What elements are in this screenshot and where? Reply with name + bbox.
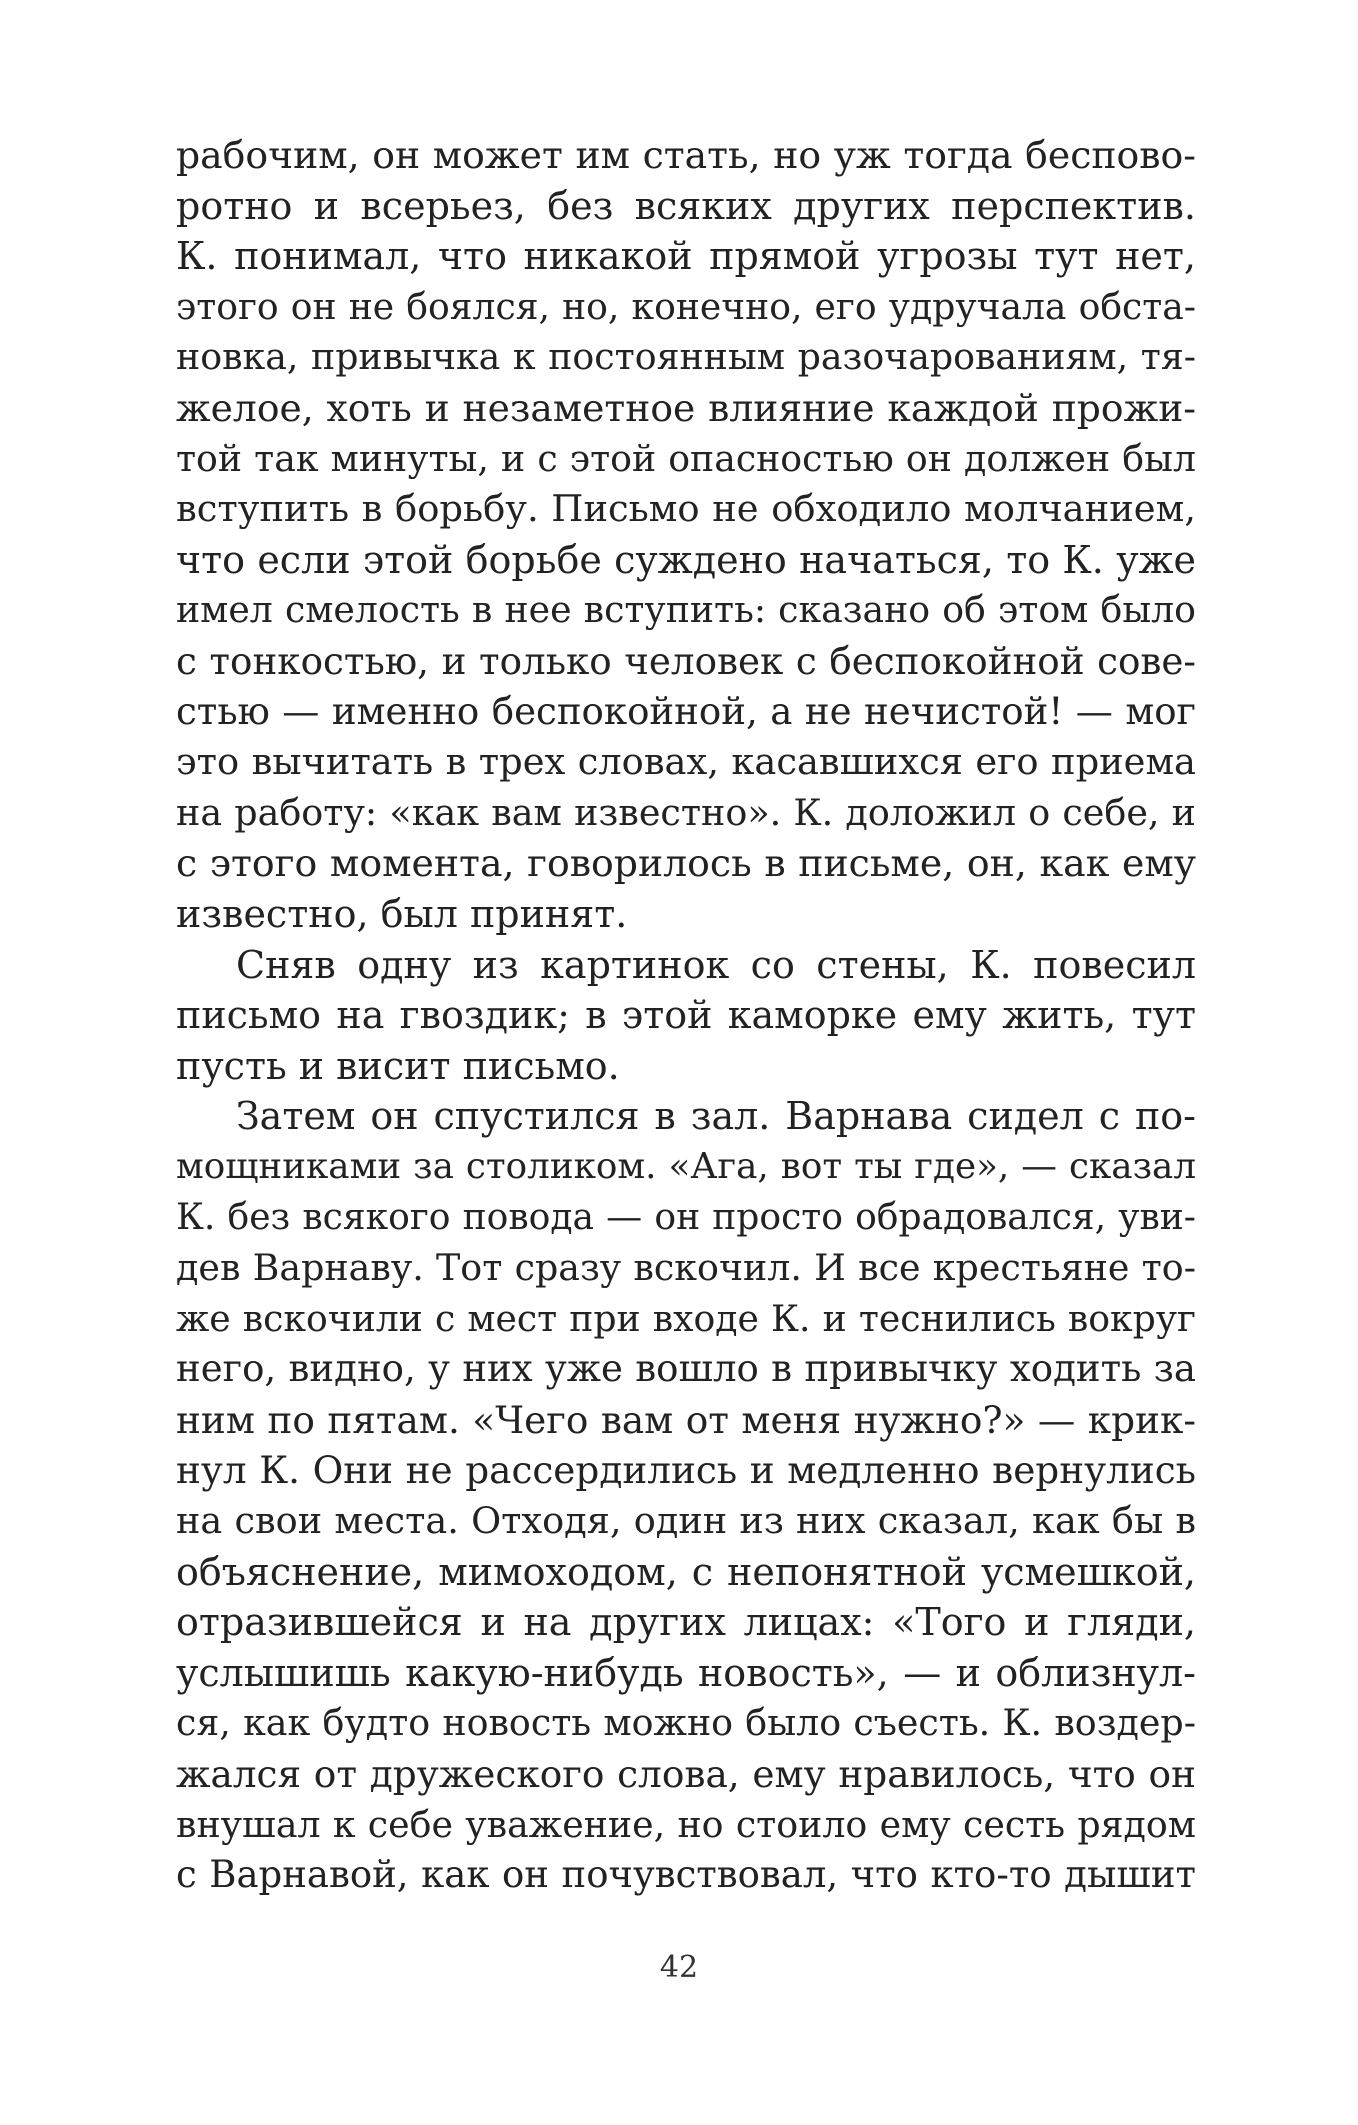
text-line: известно, был принят. [176,891,628,936]
text-line: той так минуты, и с этой опасностью он должен был [176,436,1196,480]
text-line: объяснение, мимоходом, с непонятной усмешкой, [176,1549,1196,1594]
text-line: него, видно, у них уже вошло в привычку ходить за [176,1347,1196,1391]
text-line: ся, как будто новость можно было съесть. К. воздер- [176,1701,1196,1745]
text-line: рабочим, он может им стать, но уж тогда беспово- [176,133,1196,177]
text-line: это вычитать в трех словах, касавшихся его приема [176,740,1196,784]
text-line: что если этой борьбе суждено начаться, то К. уже [176,537,1196,582]
text-line: пусть и висит письмо. [176,1043,620,1088]
text-line: же вскочили с мест при входе К. и теснились вокруг [176,1296,1196,1340]
text-line: желое, хоть и незаметное влияние каждой прожи- [176,385,1196,430]
text-line: на свои места. Отходя, один из них сказал, как бы в [176,1499,1196,1543]
text-line: с тонкостью, и только человек с беспокойной сове- [176,638,1196,683]
text-line: дев Варнаву. Тот сразу вскочил. И все крестьяне то- [176,1246,1196,1290]
text-line: внушал к себе уважение, но стоило ему сесть рядом [176,1802,1196,1846]
text-line: вступить в борьбу. Письмо не обходило молчанием, [176,487,1196,531]
text-line: ним по пятам. «Чего вам от меня нужно?» — крик- [176,1397,1196,1442]
page-number: 42 [659,1950,699,1985]
text-line: имел смелость в нее вступить: сказано об этом было [176,588,1196,632]
text-line: этого он не боялся, но, конечно, его удручала обста- [176,284,1196,328]
text-line: мощниками за столиком. «Ага, вот ты где», — сказал [176,1145,1196,1187]
text-line: услышишь какую-нибудь новость», — и облизнул- [176,1650,1196,1695]
text-line: ротно и всерьез, без всяких других перспектив. [176,183,1196,228]
text-line: стью — именно беспокойной, а не нечистой! — мог [176,689,1196,733]
text-line: К. без всякого повода — он просто обрадовался, уви- [176,1196,1196,1239]
text-line: новка, привычка к постоянным разочарованиям, тя- [176,335,1196,379]
text-line: Сняв одну из картинок со стены, К. повесил [236,942,1196,987]
text-line: жался от дружеского слова, ему нравилось, что он [176,1752,1196,1796]
text-line: с этого момента, говорилось в письме, он, как ему [176,841,1196,886]
text-line: отразившейся и на других лицах: «Того и гляди, [176,1600,1196,1645]
text-line: письмо на гвоздик; в этой каморке ему жить, тут [176,993,1196,1038]
body-text [176,130,1196,1901]
text-line: Затем он спустился в зал. Варнава сидел с по- [236,1094,1196,1139]
text-line: нул К. Они не рассердились и медленно вернулись [176,1448,1196,1493]
text-line: с Варнавой, как он почувствовал, что кто-то дышит [176,1853,1196,1897]
text-line: на работу: «как вам известно». К. доложил о себе, и [176,790,1196,834]
text-line: К. понимал, что никакой прямой угрозы тут нет, [176,234,1196,279]
